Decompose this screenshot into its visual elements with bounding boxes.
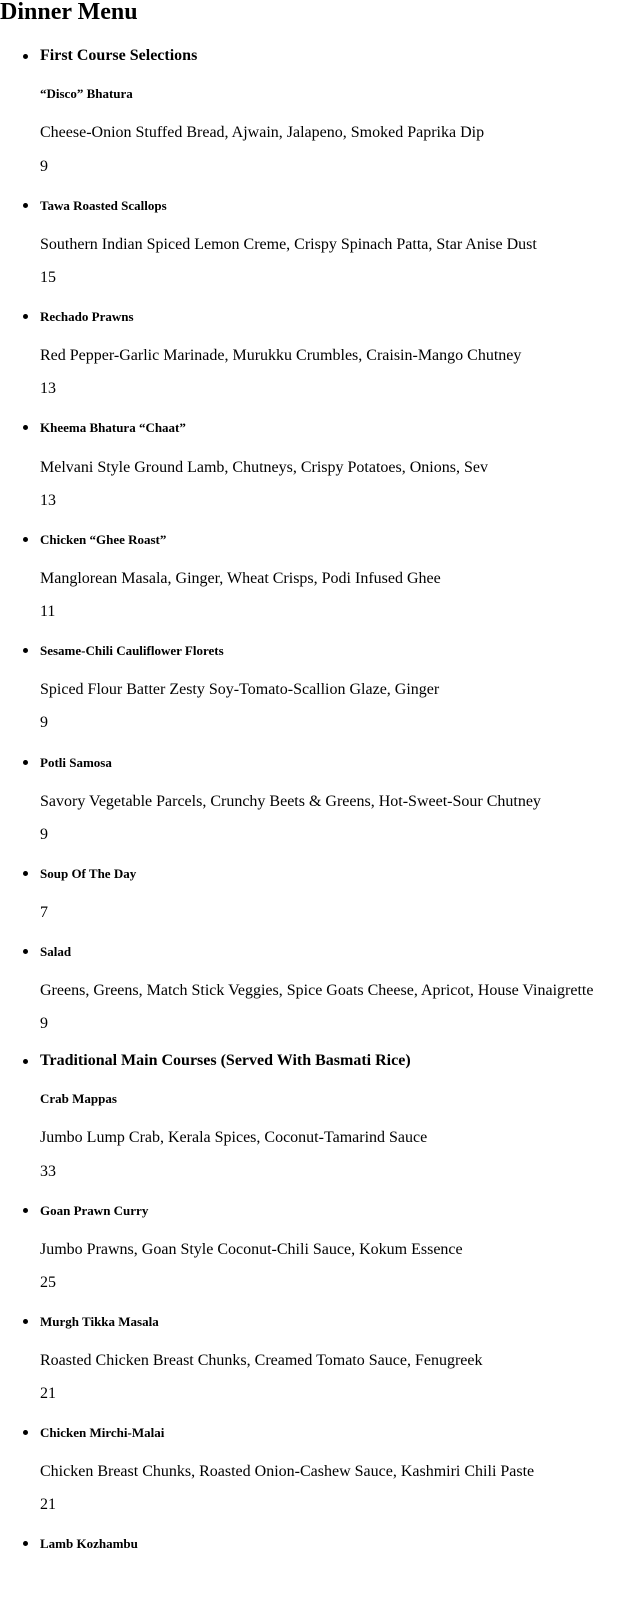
page-title: Dinner Menu — [0, 0, 138, 25]
menu-item-price: 33 — [40, 1163, 56, 1180]
menu-item-name: Lamb Kozhambu — [40, 1536, 138, 1551]
menu-item-price: 21 — [40, 1496, 56, 1513]
menu-item-price: 25 — [40, 1274, 56, 1291]
menu-item-name: Chicken “Ghee Roast” — [40, 532, 167, 547]
list-bullet — [23, 648, 28, 653]
menu-item-price: 21 — [40, 1385, 56, 1402]
menu-item-description: Red Pepper-Garlic Marinade, Murukku Crumbles, Craisin-Mango Chutney — [40, 347, 522, 364]
menu-item-name: Soup Of The Day — [40, 866, 137, 881]
menu-item-name: Murgh Tikka Masala — [40, 1314, 159, 1329]
menu-item-price: 9 — [40, 826, 48, 843]
menu-item-description: Roasted Chicken Breast Chunks, Creamed Tomato Sauce, Fenugreek — [40, 1352, 483, 1369]
list-bullet — [23, 537, 28, 542]
list-bullet — [23, 1059, 28, 1064]
menu-item-name: Rechado Prawns — [40, 309, 134, 324]
menu-item-description: Greens, Greens, Match Stick Veggies, Spice Goats Cheese, Apricot, House Vinaigrette — [40, 982, 594, 999]
menu-item-name: Salad — [40, 944, 72, 959]
menu-item-description: Jumbo Lump Crab, Kerala Spices, Coconut-Tamarind Sauce — [40, 1129, 428, 1146]
list-bullet — [23, 54, 28, 59]
list-bullet — [23, 949, 28, 954]
menu-item-description: Jumbo Prawns, Goan Style Coconut-Chili Sauce, Kokum Essence — [40, 1241, 463, 1258]
menu-item-name: Potli Samosa — [40, 755, 112, 770]
menu-item-price: 11 — [40, 603, 56, 620]
list-bullet — [23, 425, 28, 430]
menu-item-description: Melvani Style Ground Lamb, Chutneys, Crispy Potatoes, Onions, Sev — [40, 459, 488, 476]
list-bullet — [23, 1319, 28, 1324]
list-bullet — [23, 314, 28, 319]
list-bullet — [23, 871, 28, 876]
menu-item-description: Cheese-Onion Stuffed Bread, Ajwain, Jalapeno, Smoked Paprika Dip — [40, 124, 485, 141]
menu-item-description: Southern Indian Spiced Lemon Creme, Crispy Spinach Patta, Star Anise Dust — [40, 236, 537, 253]
menu-item-name: Kheema Bhatura “Chaat” — [40, 420, 186, 435]
list-bullet — [23, 760, 28, 765]
list-bullet — [23, 1208, 28, 1213]
menu-item-description: Savory Vegetable Parcels, Crunchy Beets & Greens, Hot-Sweet-Sour Chutney — [40, 793, 541, 810]
list-bullet — [23, 1430, 28, 1435]
section-heading-first-course: First Course Selections — [40, 47, 198, 64]
menu-item-price: 13 — [40, 492, 56, 509]
menu-item-price: 7 — [40, 904, 48, 921]
menu-item-description: Spiced Flour Batter Zesty Soy-Tomato-Scallion Glaze, Ginger — [40, 681, 440, 698]
menu-item-price: 13 — [40, 380, 56, 397]
menu-item-price: 9 — [40, 1015, 48, 1032]
menu-item-name: Crab Mappas — [40, 1091, 117, 1106]
menu-item-description: Chicken Breast Chunks, Roasted Onion-Cashew Sauce, Kashmiri Chili Paste — [40, 1463, 535, 1480]
list-bullet — [23, 1541, 28, 1546]
menu-item-name: Chicken Mirchi-Malai — [40, 1425, 165, 1440]
menu-item-name: “Disco” Bhatura — [40, 86, 133, 101]
menu-item-name: Sesame-Chili Cauliflower Florets — [40, 643, 224, 658]
menu-item-price: 9 — [40, 714, 48, 731]
menu-item-name: Goan Prawn Curry — [40, 1203, 149, 1218]
menu-item-name: Tawa Roasted Scallops — [40, 198, 167, 213]
section-heading-main-courses: Traditional Main Courses (Served With Basmati Rice) — [40, 1052, 411, 1069]
menu-item-price: 15 — [40, 269, 56, 286]
menu-item-description: Manglorean Masala, Ginger, Wheat Crisps, Podi Infused Ghee — [40, 570, 441, 587]
list-bullet — [23, 203, 28, 208]
menu-item-price: 9 — [40, 158, 48, 175]
